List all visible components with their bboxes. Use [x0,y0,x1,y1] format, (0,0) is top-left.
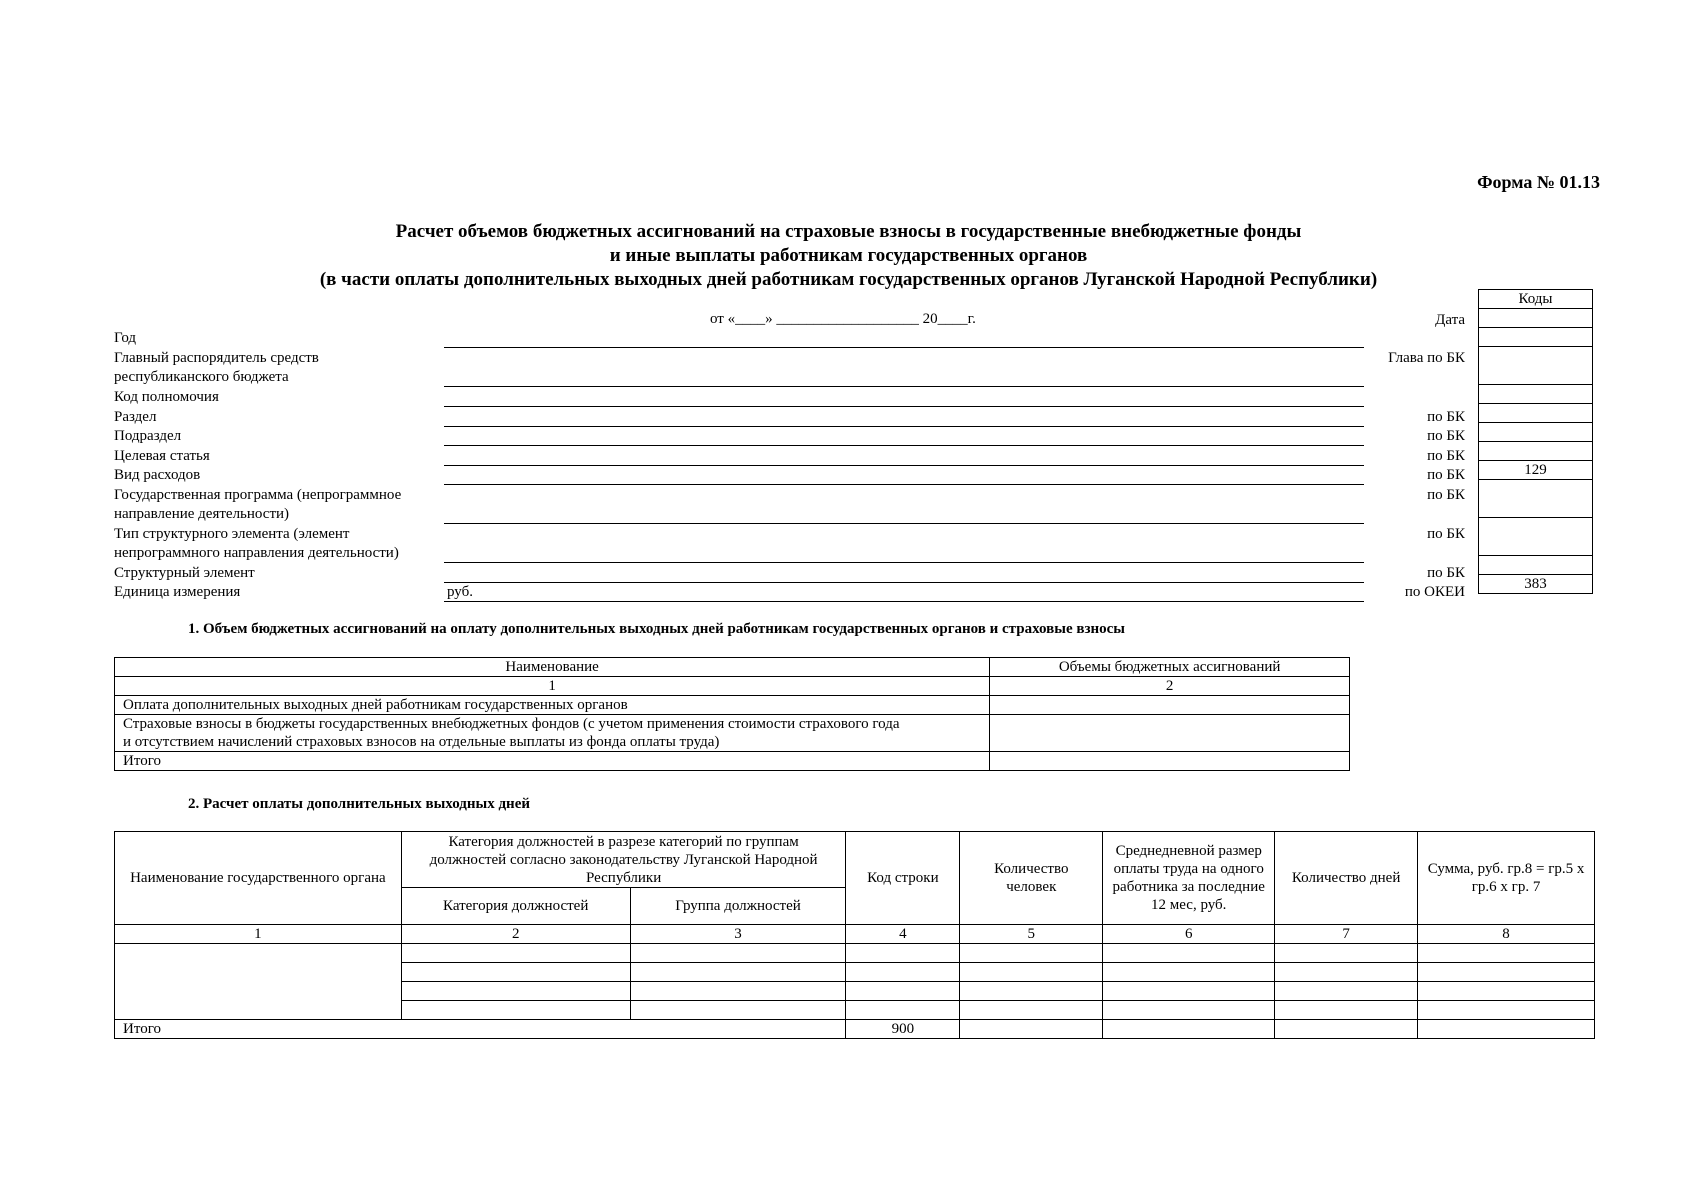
expense-type-line[interactable] [444,484,1364,485]
s2-cell[interactable] [846,1001,960,1020]
s2-cell[interactable] [1275,982,1418,1001]
code-target-article[interactable] [1479,442,1593,461]
s1-col-name: Наименование [115,658,990,677]
section-code-label: по БК [1427,409,1465,425]
target-article-code-label: по БК [1427,448,1465,464]
form-number: Форма № 01.13 [1477,172,1600,192]
program-label-1: Государственная программа (непрограммное [114,487,402,503]
code-struct-element[interactable] [1479,556,1593,575]
codes-header: Коды [1479,290,1593,309]
s1-col-volume: Объемы бюджетных ассигнований [990,658,1350,677]
s2-cell[interactable] [1418,963,1595,982]
s2-cell[interactable] [1103,982,1275,1001]
s2-col-category: Категория должностей [401,888,630,925]
s2-num-3: 3 [630,925,846,944]
s2-num-2: 2 [401,925,630,944]
main-manager-label-2: республиканского бюджета [114,369,289,385]
s2-cell[interactable] [960,982,1103,1001]
table-row [115,944,1595,963]
s2-cell[interactable] [960,944,1103,963]
target-article-label: Целевая статья [114,448,210,464]
s2-cell[interactable] [1103,944,1275,963]
s2-cell[interactable] [960,963,1103,982]
section-label: Раздел [114,409,157,425]
s2-num-1: 1 [115,925,402,944]
code-subsection[interactable] [1479,423,1593,442]
s2-col-people: Количество человек [960,832,1103,925]
struct-element-label: Структурный элемент [114,565,255,581]
code-program[interactable] [1479,480,1593,518]
s2-cell[interactable] [1418,982,1595,1001]
main-manager-line[interactable] [444,386,1364,387]
s1-row-total: Итого [115,752,990,771]
s2-cell[interactable] [1103,963,1275,982]
s2-cell[interactable] [630,963,846,982]
s2-cell[interactable] [1418,1001,1595,1020]
s1-row-payment: Оплата дополнительных выходных дней работникам государственных органов [115,696,990,715]
authority-code-line[interactable] [444,406,1364,407]
s2-cell[interactable] [1275,1001,1418,1020]
s2-cell[interactable] [1103,1001,1275,1020]
code-expense-type[interactable]: 129 [1479,461,1593,480]
s1-row-insurance [115,715,990,752]
s2-cell[interactable] [846,944,960,963]
section-line[interactable] [444,426,1364,427]
s2-total-code: 900 [846,1020,960,1039]
s2-total-label: Итого [115,1020,846,1039]
s2-cell[interactable] [846,982,960,1001]
s2-col-code: Код строки [846,832,960,925]
s2-cell[interactable] [401,963,630,982]
struct-type-line[interactable] [444,562,1364,563]
s2-col-days: Количество дней [1275,832,1418,925]
code-year[interactable] [1479,328,1593,347]
code-section[interactable] [1479,404,1593,423]
s1-row-payment-value[interactable] [990,696,1350,715]
unit-line[interactable] [444,601,1364,602]
s2-cell[interactable] [630,1001,846,1020]
s2-cell[interactable] [401,944,630,963]
struct-type-label-2: непрограммного направления деятельности) [114,545,399,561]
main-manager-code-label: Глава по БК [1388,350,1465,366]
s1-col-num-2: 2 [990,677,1350,696]
date-from: от «____» ___________________ 20____г. [710,311,976,327]
s2-col-group: Группа должностей [630,888,846,925]
struct-type-label-1: Тип структурного элемента (элемент [114,526,350,542]
struct-type-code-label: по БК [1427,526,1465,542]
s2-num-5: 5 [960,925,1103,944]
s2-cell[interactable] [1275,944,1418,963]
s2-total-cell[interactable] [1275,1020,1418,1039]
s2-col-category-group: Категория должностей в разрезе категорий по группам должностей согласно законодательству Луганской Народной Республики [401,832,846,888]
section2-title: 2. Расчет оплаты дополнительных выходных дней [188,796,530,812]
s2-cell-org[interactable] [115,944,402,1020]
year-line[interactable] [444,347,1364,348]
codes-box [1478,289,1593,594]
year-label: Год [114,330,137,346]
section1-title: 1. Объем бюджетных ассигнований на оплату дополнительных выходных дней работникам государственных органов и страховые взносы [188,621,1125,637]
code-struct-type[interactable] [1479,518,1593,556]
s2-cell[interactable] [960,1001,1103,1020]
s2-cell[interactable] [1418,944,1595,963]
s1-col-num-1: 1 [115,677,990,696]
s2-num-8: 8 [1418,925,1595,944]
code-unit[interactable]: 383 [1479,575,1593,594]
section1-table [114,657,1350,771]
s2-cell[interactable] [401,982,630,1001]
subsection-code-label: по БК [1427,428,1465,444]
s2-col-sum: Сумма, руб. гр.8 = гр.5 х гр.6 х гр. 7 [1418,832,1595,925]
s2-total-cell[interactable] [960,1020,1103,1039]
expense-type-label: Вид расходов [114,467,201,483]
program-label-2: направление деятельности) [114,506,290,522]
s2-num-7: 7 [1275,925,1418,944]
s2-col-avg-pay: Среднедневной размер оплаты труда на одного работника за последние 12 мес, руб. [1103,832,1275,925]
expense-type-code-label: по БК [1427,467,1465,483]
struct-element-line[interactable] [444,582,1364,583]
date-label: Дата [1435,312,1465,328]
s2-cell[interactable] [401,1001,630,1020]
section2-table [114,831,1595,1039]
s2-cell[interactable] [1275,963,1418,982]
code-authority[interactable] [1479,385,1593,404]
subsection-label: Подраздел [114,428,182,444]
unit-code-label: по ОКЕИ [1404,584,1465,600]
authority-code-label: Код полномочия [114,389,219,405]
s2-col-org: Наименование государственного органа [115,832,402,925]
s2-num-6: 6 [1103,925,1275,944]
title-line-1: Расчет объемов бюджетных ассигнований на страховые взносы в государственные внебюджетные фонды [395,221,1302,242]
program-code-label: по БК [1427,487,1465,503]
s2-num-4: 4 [846,925,960,944]
table-row-total [115,1020,1595,1039]
s1-row-insurance-line-1: Страховые взносы в бюджеты государственных внебюджетных фондов (с учетом применения стоимости страхового года [123,716,900,732]
subsection-line[interactable] [444,445,1364,446]
title-line-3: (в части оплаты дополнительных выходных дней работникам государственных органов Луганской Народной Республики) [319,269,1378,290]
s1-row-insurance-line-2: и отсутствием начислений страховых взносов на отдельные выплаты из фонда оплаты труда) [123,734,720,750]
code-date[interactable] [1479,309,1593,328]
unit-value: руб. [447,584,473,600]
s2-cell[interactable] [630,944,846,963]
code-main-manager[interactable] [1479,347,1593,385]
target-article-line[interactable] [444,465,1364,466]
s2-cell[interactable] [846,963,960,982]
unit-label: Единица измерения [114,584,241,600]
s1-row-total-value[interactable] [990,752,1350,771]
s2-total-cell[interactable] [1103,1020,1275,1039]
program-line[interactable] [444,523,1364,524]
main-manager-label-1: Главный распорядитель средств [114,350,319,366]
s2-total-cell[interactable] [1418,1020,1595,1039]
s2-cell[interactable] [630,982,846,1001]
s1-row-insurance-value[interactable] [990,715,1350,752]
title-line-2: и иные выплаты работникам государственных органов [609,245,1088,266]
struct-element-code-label: по БК [1427,565,1465,581]
